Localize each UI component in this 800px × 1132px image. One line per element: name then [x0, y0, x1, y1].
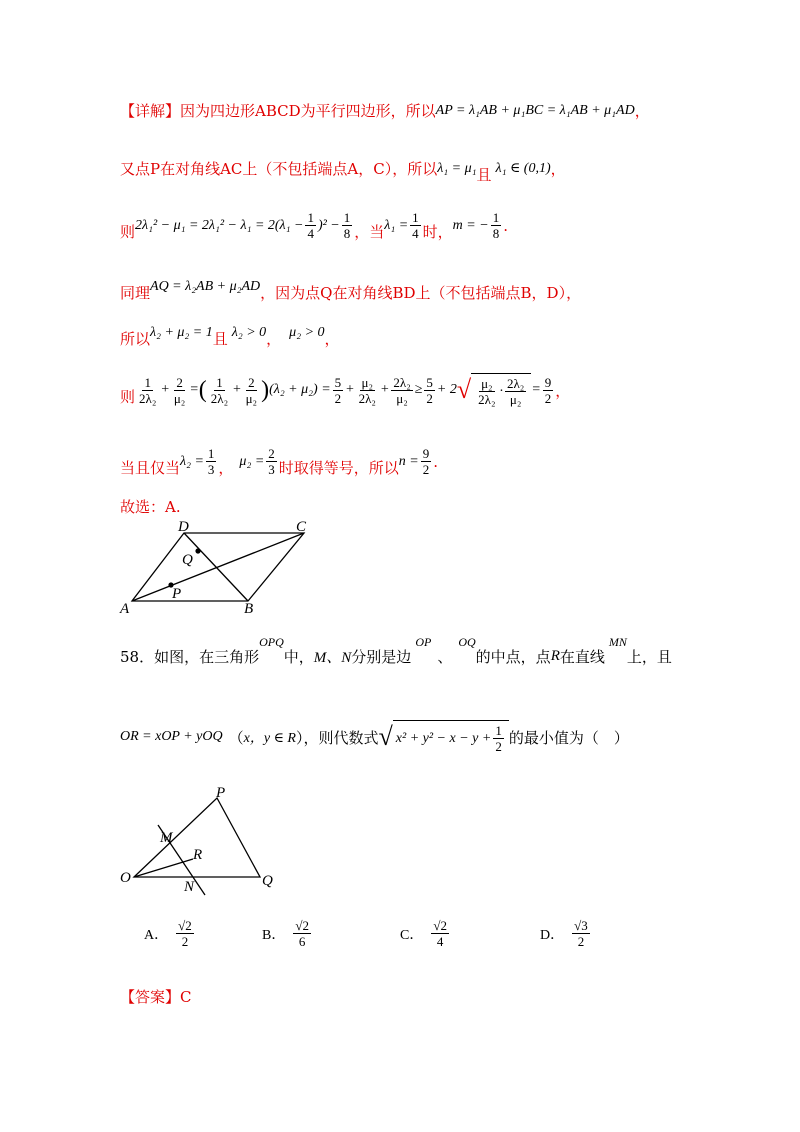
label-c: C: [296, 519, 307, 535]
answer-line: [120, 986, 192, 1007]
option-a[interactable]: A． $\frac{√2}{2}$: [144, 918, 192, 949]
label-d: D: [178, 519, 189, 535]
point-q: [195, 548, 200, 553]
detail-line-5: 所以 λ₂ + μ₂ = 1 且 λ₂ > 0 ， μ₂ > 0 ，: [120, 324, 340, 348]
answer-tag: 【答案】: [120, 988, 181, 1006]
label-r: R: [193, 847, 203, 863]
q58-line-1: 58．如图，在三角形 OPQ 中， M、N 分别是边 OP 、 OQ 的中点，点 R 在直线 MN 上，且: [120, 635, 672, 666]
label-b: B: [244, 601, 254, 617]
label-p2: P: [216, 785, 226, 801]
detail-line-7: 当且仅当 λ₂ = $\frac{1}{3}$ ， μ₂ = $\frac{2}{3}$ 时取得等号，所以 n = $\frac{9}{2}$ .: [120, 446, 439, 477]
vector-equation: AP = λ₁AB + μ₁BC = λ₁AB + μ₁AD: [435, 102, 635, 118]
label-n: N: [184, 879, 195, 895]
diagonal-bd: [184, 533, 248, 601]
option-b[interactable]: B． $\frac{√2}{6}$: [262, 918, 309, 949]
label-o: O: [120, 870, 131, 886]
label-a: A: [120, 601, 130, 617]
detail-line-4: 同理 AQ = λ₂AB + μ₂AD ，因为点Q在对角线BD上（不包括端点B，D），: [120, 278, 582, 302]
detail-line-6: 则 $\frac{1}{\text{2λ₂}}$ + $\frac{2}{\text{μ₂}}$ = ( $\frac{1}{\text{2λ₂}}$ + $\frac{2}{\text{μ₂}}$ ) (λ₂ + μ₂) = $\frac{5}{2}$ + $\frac{\text{μ₂}}{\text{2λ₂}}$ + $\frac{\text{2λ₂}}{\text{μ₂}}$ ≥ $\frac{5}{2}$ + 2 √ $\frac{\text{μ₂}}{\text{2λ₂}}$ · $\frac{\text{2λ₂}}{\text{μ₂}}$ = $\frac{9}{2}$ ，: [120, 374, 571, 407]
detail-choice: 故选：A.: [120, 498, 181, 516]
detail-line-3: 则 2λ₁² − μ₁ = 2λ₁² − λ₁ = 2(λ₁ − $\frac{1}{4}$ )² − $\frac{1}{8}$ ，当 λ₁ = $\frac{1}{4}$ 时， m = − $\frac{1}{8}$ .: [120, 210, 508, 241]
vector-or-equation: OR = xOP + yOQ: [120, 729, 223, 744]
detail-line-1: 【详解】 因为四边形ABCD为平行四边形，所以 AP = λ₁AB + μ₁BC = λ₁AB + μ₁AD ，: [120, 102, 650, 120]
q58-line-2: OR = xOP + yOQ （ x，y ∈ R ），则代数式 √ x² + y² − x − y + $\frac{1}{2}$ 的最小值为（ ）: [120, 722, 629, 754]
option-c[interactable]: C． $\frac{√2}{4}$: [400, 918, 447, 949]
triangle-opq: [134, 798, 260, 877]
label-q: Q: [182, 552, 193, 568]
detail-line-2: 又点P在对角线AC上（不包括端点A，C），所以 λ₁ = μ₁ 且 λ₁ ∈ (0,1) ，: [120, 160, 566, 184]
label-m: M: [160, 830, 173, 846]
answer-value: C: [180, 987, 192, 1006]
detail-tag: 【详解】: [120, 102, 181, 120]
label-p: P: [172, 586, 182, 602]
label-q2: Q: [262, 873, 273, 889]
triangle-figure: [118, 785, 288, 900]
option-d[interactable]: D． $\frac{√3}{2}$: [540, 918, 588, 949]
parallelogram-figure: [118, 518, 318, 618]
